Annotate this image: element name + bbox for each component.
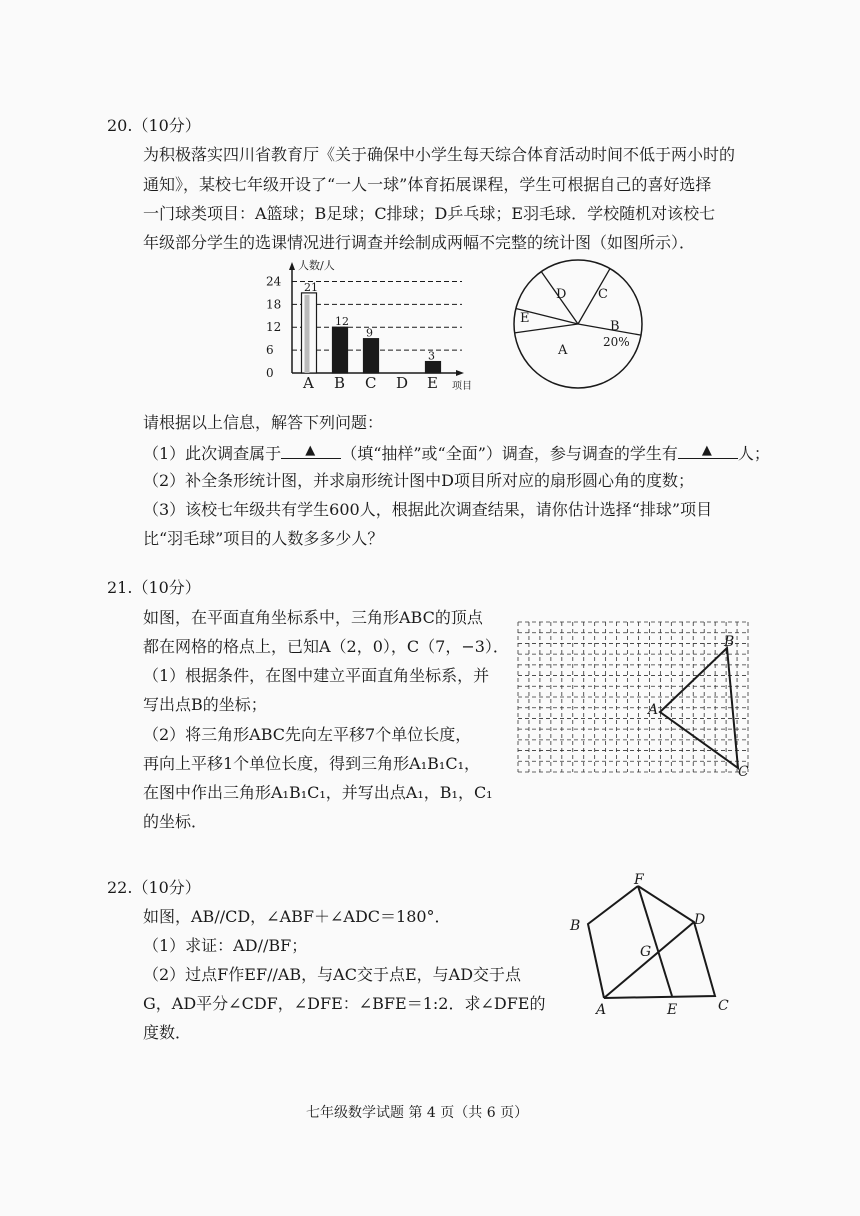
pie-label-e: E (520, 311, 530, 326)
y-tick-label: 0 (266, 366, 274, 380)
y-axis-arrow (289, 262, 295, 270)
q20-number: 20.（10分） (107, 116, 201, 135)
bar-chart (262, 256, 482, 394)
pie-label-a: A (558, 343, 568, 358)
label-b-q22: B (570, 918, 581, 934)
y-tick-label: 18 (266, 297, 282, 312)
q21-number: 21.（10分） (107, 578, 201, 597)
q21-line-7: 在图中作出三角形A₁B₁C₁，并写出点A₁，B₁，C₁ (143, 783, 493, 802)
data-label-e: 3 (428, 349, 435, 363)
geometry-figure-q22 (566, 872, 746, 1020)
bar-c (364, 339, 379, 373)
q21-line-4: 写出点B的坐标； (143, 695, 267, 714)
q22-line-2: （1）求证：AD//BF； (143, 936, 308, 955)
q21-line-2: 都在网格的格点上，已知A（2，0），C（7，−3）． (143, 637, 509, 656)
q20-prompt: 请根据以上信息，解答下列问题： (143, 413, 384, 432)
pie-value-b: 20% (603, 335, 630, 349)
q20-sub3b: 比“羽毛球”项目的人数多多少人？ (143, 529, 384, 548)
q22-line-1: 如图，AB//CD，∠ABF＋∠ADC＝180°． (143, 907, 451, 926)
bar-a-shade (305, 295, 310, 373)
segment-fe (638, 886, 672, 996)
q20-line-4: 年级部分学生的选课情况进行调查并绘制成两幅不完整的统计图（如图所示）． (143, 233, 696, 252)
segment-ad (604, 922, 694, 998)
label-b: B (724, 634, 735, 650)
data-label-b: 12 (335, 315, 349, 329)
x-axis-label: 项目 (452, 381, 472, 392)
data-label-a: 21 (304, 280, 318, 294)
q20-line-3: 一门球类项目：A篮球；B足球；C排球；D乒乓球；E羽毛球．学校随机对该校七 (143, 204, 716, 223)
q20-sub1-a: （1）此次调查属于 (143, 444, 282, 463)
q20-sub2: （2）补全条形统计图，并求扇形统计图中D项目所对应的扇形圆心角的度数； (143, 471, 695, 490)
segment-fdca (604, 886, 715, 998)
pie-label-d: D (556, 287, 567, 302)
q22-line-3: （2）过点F作EF//AB，与AC交于点E，与AD交于点 (143, 965, 522, 984)
answer-blank-2[interactable] (678, 442, 738, 459)
y-tick-label: 12 (266, 320, 282, 335)
q21-line-1: 如图，在平面直角坐标系中，三角形ABC的顶点 (143, 608, 483, 627)
x-tick-label: C (365, 374, 377, 392)
x-tick-label: B (334, 374, 346, 392)
page-footer: 七年级数学试题 第 4 页（共 6 页） (306, 1105, 529, 1121)
answer-blank-1[interactable] (281, 442, 341, 459)
q22-line-5: 度数． (143, 1023, 192, 1042)
y-tick-label: 24 (266, 274, 282, 289)
pie-label-c: C (598, 287, 608, 302)
label-a: A (648, 702, 659, 718)
q20-sub1-b: （填“抽样”或“全面”）调查，参与调查的学生有 (341, 444, 678, 463)
q22-number: 22.（10分） (107, 878, 201, 897)
label-c: C (738, 764, 749, 780)
label-d: D (694, 912, 706, 928)
label-f: F (634, 872, 644, 888)
pie-chart (506, 258, 656, 398)
q20-sub1-c: 人； (737, 444, 770, 463)
x-tick-label: D (396, 374, 409, 392)
label-g: G (640, 944, 652, 960)
pie-label-b: B (610, 319, 620, 334)
q20-sub1 (143, 442, 770, 464)
q20-sub3: （3）该校七年级共有学生600人，根据此次调查结果，请你估计选择“排球”项目 (143, 500, 713, 519)
bar-b (333, 327, 348, 373)
label-a-q22: A (596, 1002, 607, 1018)
q21-line-8: 的坐标． (143, 812, 208, 831)
q21-line-3: （1）根据条件，在图中建立平面直角坐标系，并 (143, 666, 490, 685)
bar-e (426, 362, 441, 373)
data-label-c: 9 (366, 326, 373, 340)
label-c-q22: C (718, 998, 729, 1014)
coordinate-grid-figure (514, 618, 760, 780)
segment-abf (588, 886, 638, 998)
label-e: E (667, 1002, 678, 1018)
y-axis-label: 人数/人 (298, 259, 335, 272)
q20-line-1: 为积极落实四川省教育厅《关于确保中小学生每天综合体育活动时间不低于两小时的 (143, 145, 736, 164)
q20-line-2: 通知》，某校七年级开设了“一人一球”体育拓展课程，学生可根据自己的喜好选择 (143, 175, 712, 194)
q21-line-5: （2）将三角形ABC先向左平移7个单位长度， (143, 725, 472, 744)
y-tick-label: 6 (266, 343, 274, 358)
q21-line-6: 再向上平移1个单位长度，得到三角形A₁B₁C₁， (143, 754, 480, 773)
x-axis-arrow (456, 370, 464, 376)
x-tick-label: A (303, 374, 314, 392)
q22-line-4: G，AD平分∠CDF，∠DFE：∠BFE＝1:2．求∠DFE的 (143, 994, 546, 1013)
x-tick-label: E (427, 374, 438, 392)
